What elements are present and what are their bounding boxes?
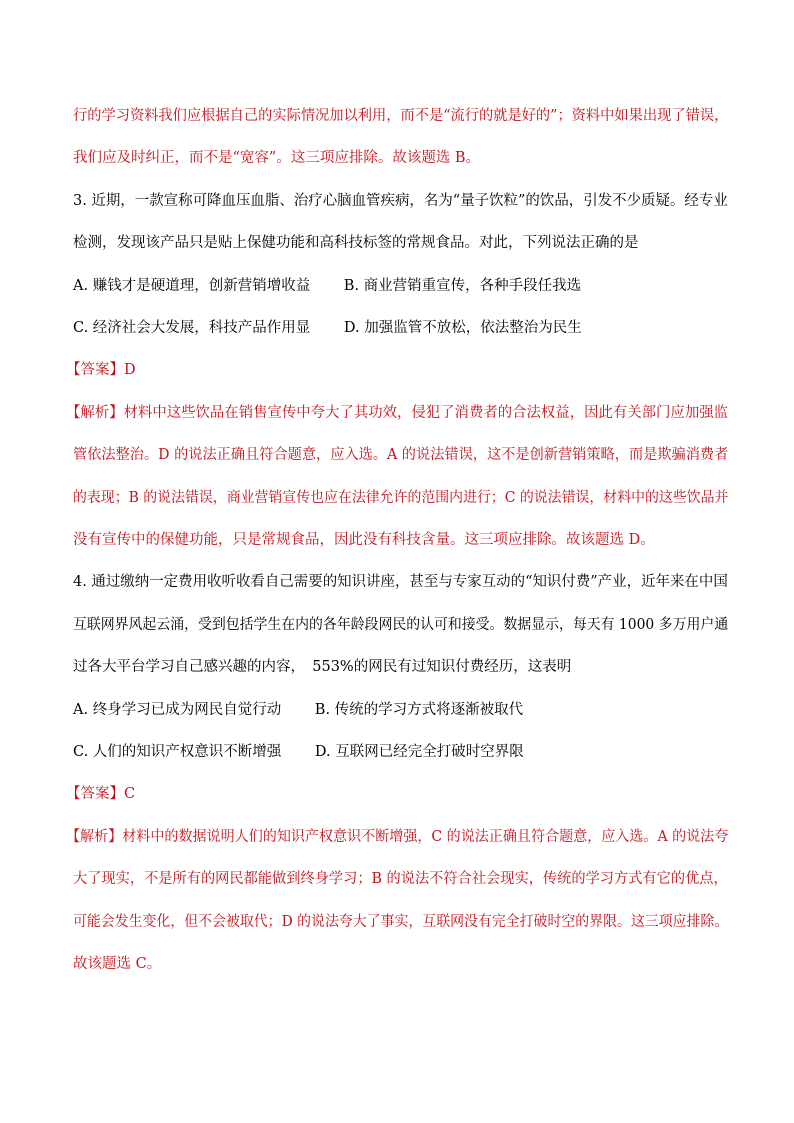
q4-stem-line-3: 过各大平台学习自己感兴趣的内容， 553%的网民有过知识付费经历，这表明: [73, 659, 572, 675]
q3-analysis-line-4: 没有宣传中的保健功能，只是常规食品，因此没有科技含量。这三项应排除。故该题选 D。: [73, 532, 655, 548]
q3-analysis-line-2: 管依法整治。D 的说法正确且符合题意，应入选。A 的说法错误，这不是创新营销策略，而是欺骗消费者: [73, 447, 729, 463]
q4-answer-value: C: [124, 786, 136, 802]
q4-options-line-2: C. 人们的知识产权意识不断增强 D. 互联网已经完全打破时空界限: [73, 744, 524, 760]
q3-analysis-line-1: 【解析】材料中这些饮品在销售宣传中夸大了其功效，侵犯了消费者的合法权益，因此有关部门应加强监: [66, 405, 728, 421]
q4-stem-line-1: 4. 通过缴纳一定费用收听收看自己需要的知识讲座，甚至与专家互动的“知识付费”产业，近年来在中国: [73, 574, 728, 590]
q4-analysis-line-3: 可能会发生变化，但不会被取代；D 的说法夸大了事实，互联网没有完全打破时空的界限。这三项应排除。: [73, 914, 729, 930]
q4-analysis-line-4: 故该题选 C。: [73, 956, 162, 972]
q3-stem-line-1: 3. 近期，一款宣称可降血压血脂、治疗心脑血管疾病，名为“量子饮粒”的饮品，引发不少质疑。经专业: [73, 193, 728, 209]
q2-analysis-line-1: 行的学习资料我们应根据自己的实际情况加以利用，而不是“流行的就是好的”；资料中如果出现了错误，: [73, 108, 729, 124]
q3-options-line-2: C. 经济社会大发展，科技产品作用显 D. 加强监管不放松，依法整治为民生: [73, 320, 582, 336]
q4-analysis-line-1: 【解析】材料中的数据说明人们的知识产权意识不断增强，C 的说法正确且符合题意，应入选。A 的说法夸: [66, 829, 729, 845]
q3-answer: [66, 360, 136, 380]
q4-stem-line-2: 互联网界风起云涌，受到包括学生在内的各年龄段网民的认可和接受。数据显示，每天有 1000 多万用户通: [73, 617, 729, 633]
q4-options-line-1: A. 终身学习已成为网民自觉行动 B. 传统的学习方式将逐渐被取代: [73, 702, 524, 718]
q4-answer: [66, 784, 135, 804]
q4-analysis-line-2: 大了现实，不是所有的网民都能做到终身学习；B 的说法不符合社会现实，传统的学习方式有它的优点，: [73, 871, 728, 887]
q3-analysis-line-3: 的表现；B 的说法错误，商业营销宣传也应在法律允许的范围内进行；C 的说法错误，材料中的这些饮品并: [73, 490, 729, 506]
q4-answer-label: 【答案】: [66, 786, 124, 802]
q3-answer-value: D: [124, 362, 136, 378]
q2-analysis-line-2: 我们应及时纠正，而不是“宽容”。这三项应排除。故该题选 B。: [73, 150, 481, 166]
q3-stem-line-2: 检测，发现该产品只是贴上保健功能和高科技标签的常规食品。对此，下列说法正确的是: [73, 235, 639, 251]
q3-answer-label: 【答案】: [66, 362, 124, 378]
q3-options-line-1: A. 赚钱才是硬道理，创新营销增收益 B. 商业营销重宣传，各种手段任我选: [73, 278, 582, 294]
